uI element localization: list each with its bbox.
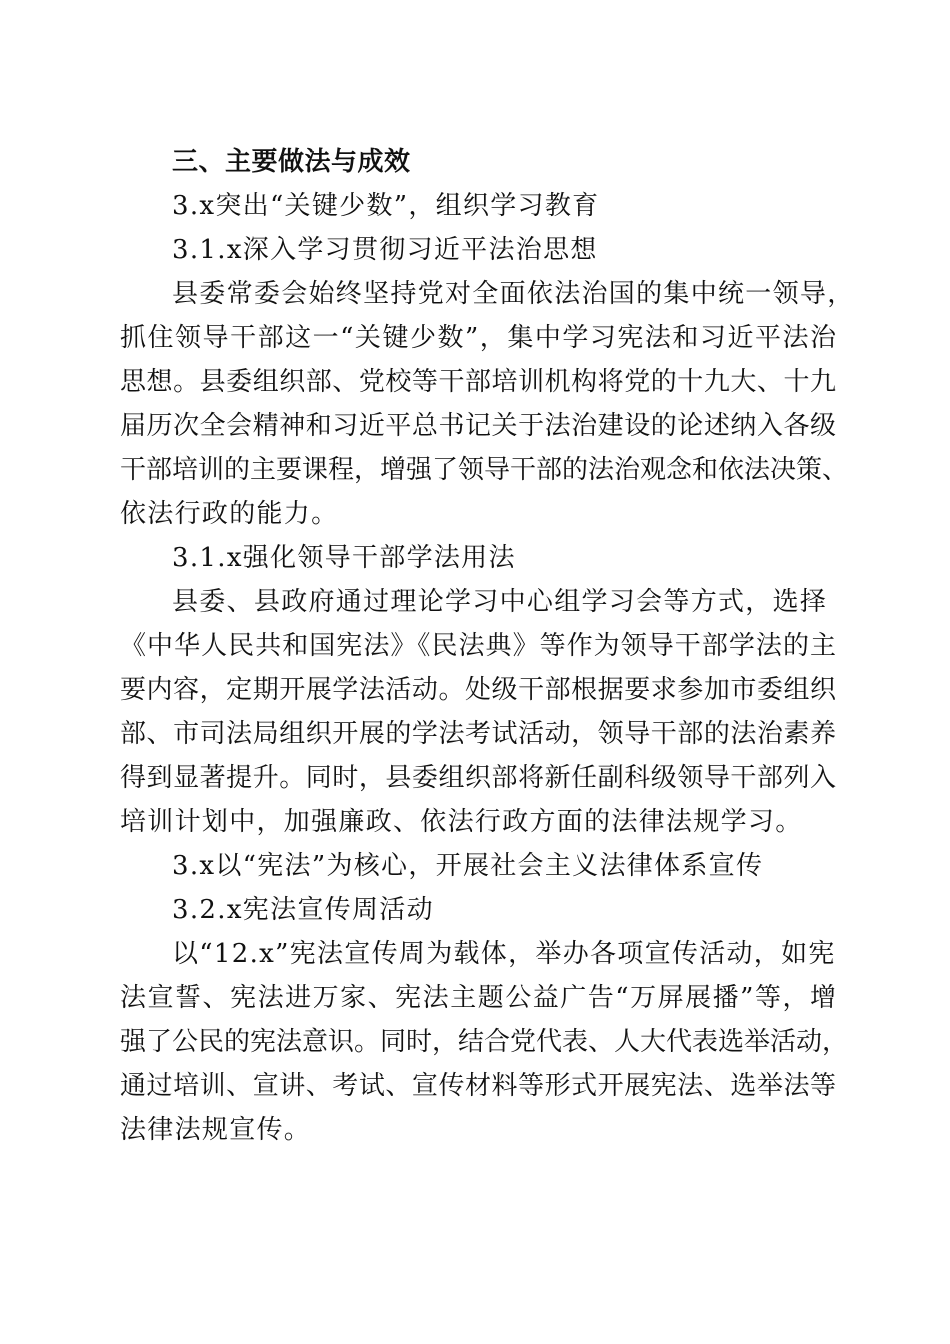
paragraph-line: 法律法规宣传。: [120, 1115, 312, 1145]
subheading-3-1-x-a: 3.1.x深入学习贯彻习近平法治思想: [172, 235, 598, 265]
paragraph-line: 思想。县委组织部、党校等干部培训机构将党的十九大、十九: [120, 367, 836, 397]
section-heading: 三、主要做法与成效: [172, 147, 411, 177]
paragraph-line: 依法行政的能力。: [120, 499, 339, 529]
paragraph-line: 《中华人民共和国宪法》《民法典》等作为领导干部学法的主: [120, 631, 836, 661]
paragraph-line: 届历次全会精神和习近平总书记关于法治建设的论述纳入各级: [120, 411, 836, 441]
paragraph-1: [120, 272, 855, 536]
subheading-3-2-x: 3.2.x宪法宣传周活动: [172, 895, 434, 925]
document-body: [120, 140, 855, 1152]
paragraph-2: [120, 580, 836, 844]
subheading-3-x-b: 3.x以“宪法”为核心，开展社会主义法律体系宣传: [172, 851, 764, 881]
paragraph-line: 县委、县政府通过理论学习中心组学习会等方式，选择: [172, 587, 828, 617]
paragraph-line: 培训计划中，加强廉政、依法行政方面的法律法规学习。: [120, 807, 803, 837]
paragraph-line: 要内容，定期开展学法活动。处级干部根据要求参加市委组织: [120, 675, 836, 705]
paragraph-line: 通过培训、宣讲、考试、宣传材料等形式开展宪法、选举法等: [120, 1071, 836, 1101]
subheading-3-1-x-b: 3.1.x强化领导干部学法用法: [172, 543, 516, 573]
paragraph-line: 以“12.x”宪法宣传周为载体，举办各项宣传活动，如宪: [172, 939, 836, 969]
paragraph-line: 法宣誓、宪法进万家、宪法主题公益广告“万屏展播”等，增: [120, 983, 836, 1013]
paragraph-line: 部、市司法局组织开展的学法考试活动，领导干部的法治素养: [120, 719, 836, 749]
paragraph-3: [120, 932, 849, 1152]
subheading-3-x: 3.x突出“关键少数”，组织学习教育: [172, 191, 600, 221]
paragraph-line: 干部培训的主要课程，增强了领导干部的法治观念和依法决策、: [120, 455, 849, 485]
paragraph-line: 得到显著提升。同时，县委组织部将新任副科级领导干部列入: [120, 763, 836, 793]
paragraph-line: 县委常委会始终坚持党对全面依法治国的集中统一领导，: [172, 279, 855, 309]
paragraph-line: 抓住领导干部这一“关键少数”，集中学习宪法和习近平法治: [120, 323, 836, 353]
paragraph-line: 强了公民的宪法意识。同时，结合党代表、人大代表选举活动，: [120, 1027, 849, 1057]
